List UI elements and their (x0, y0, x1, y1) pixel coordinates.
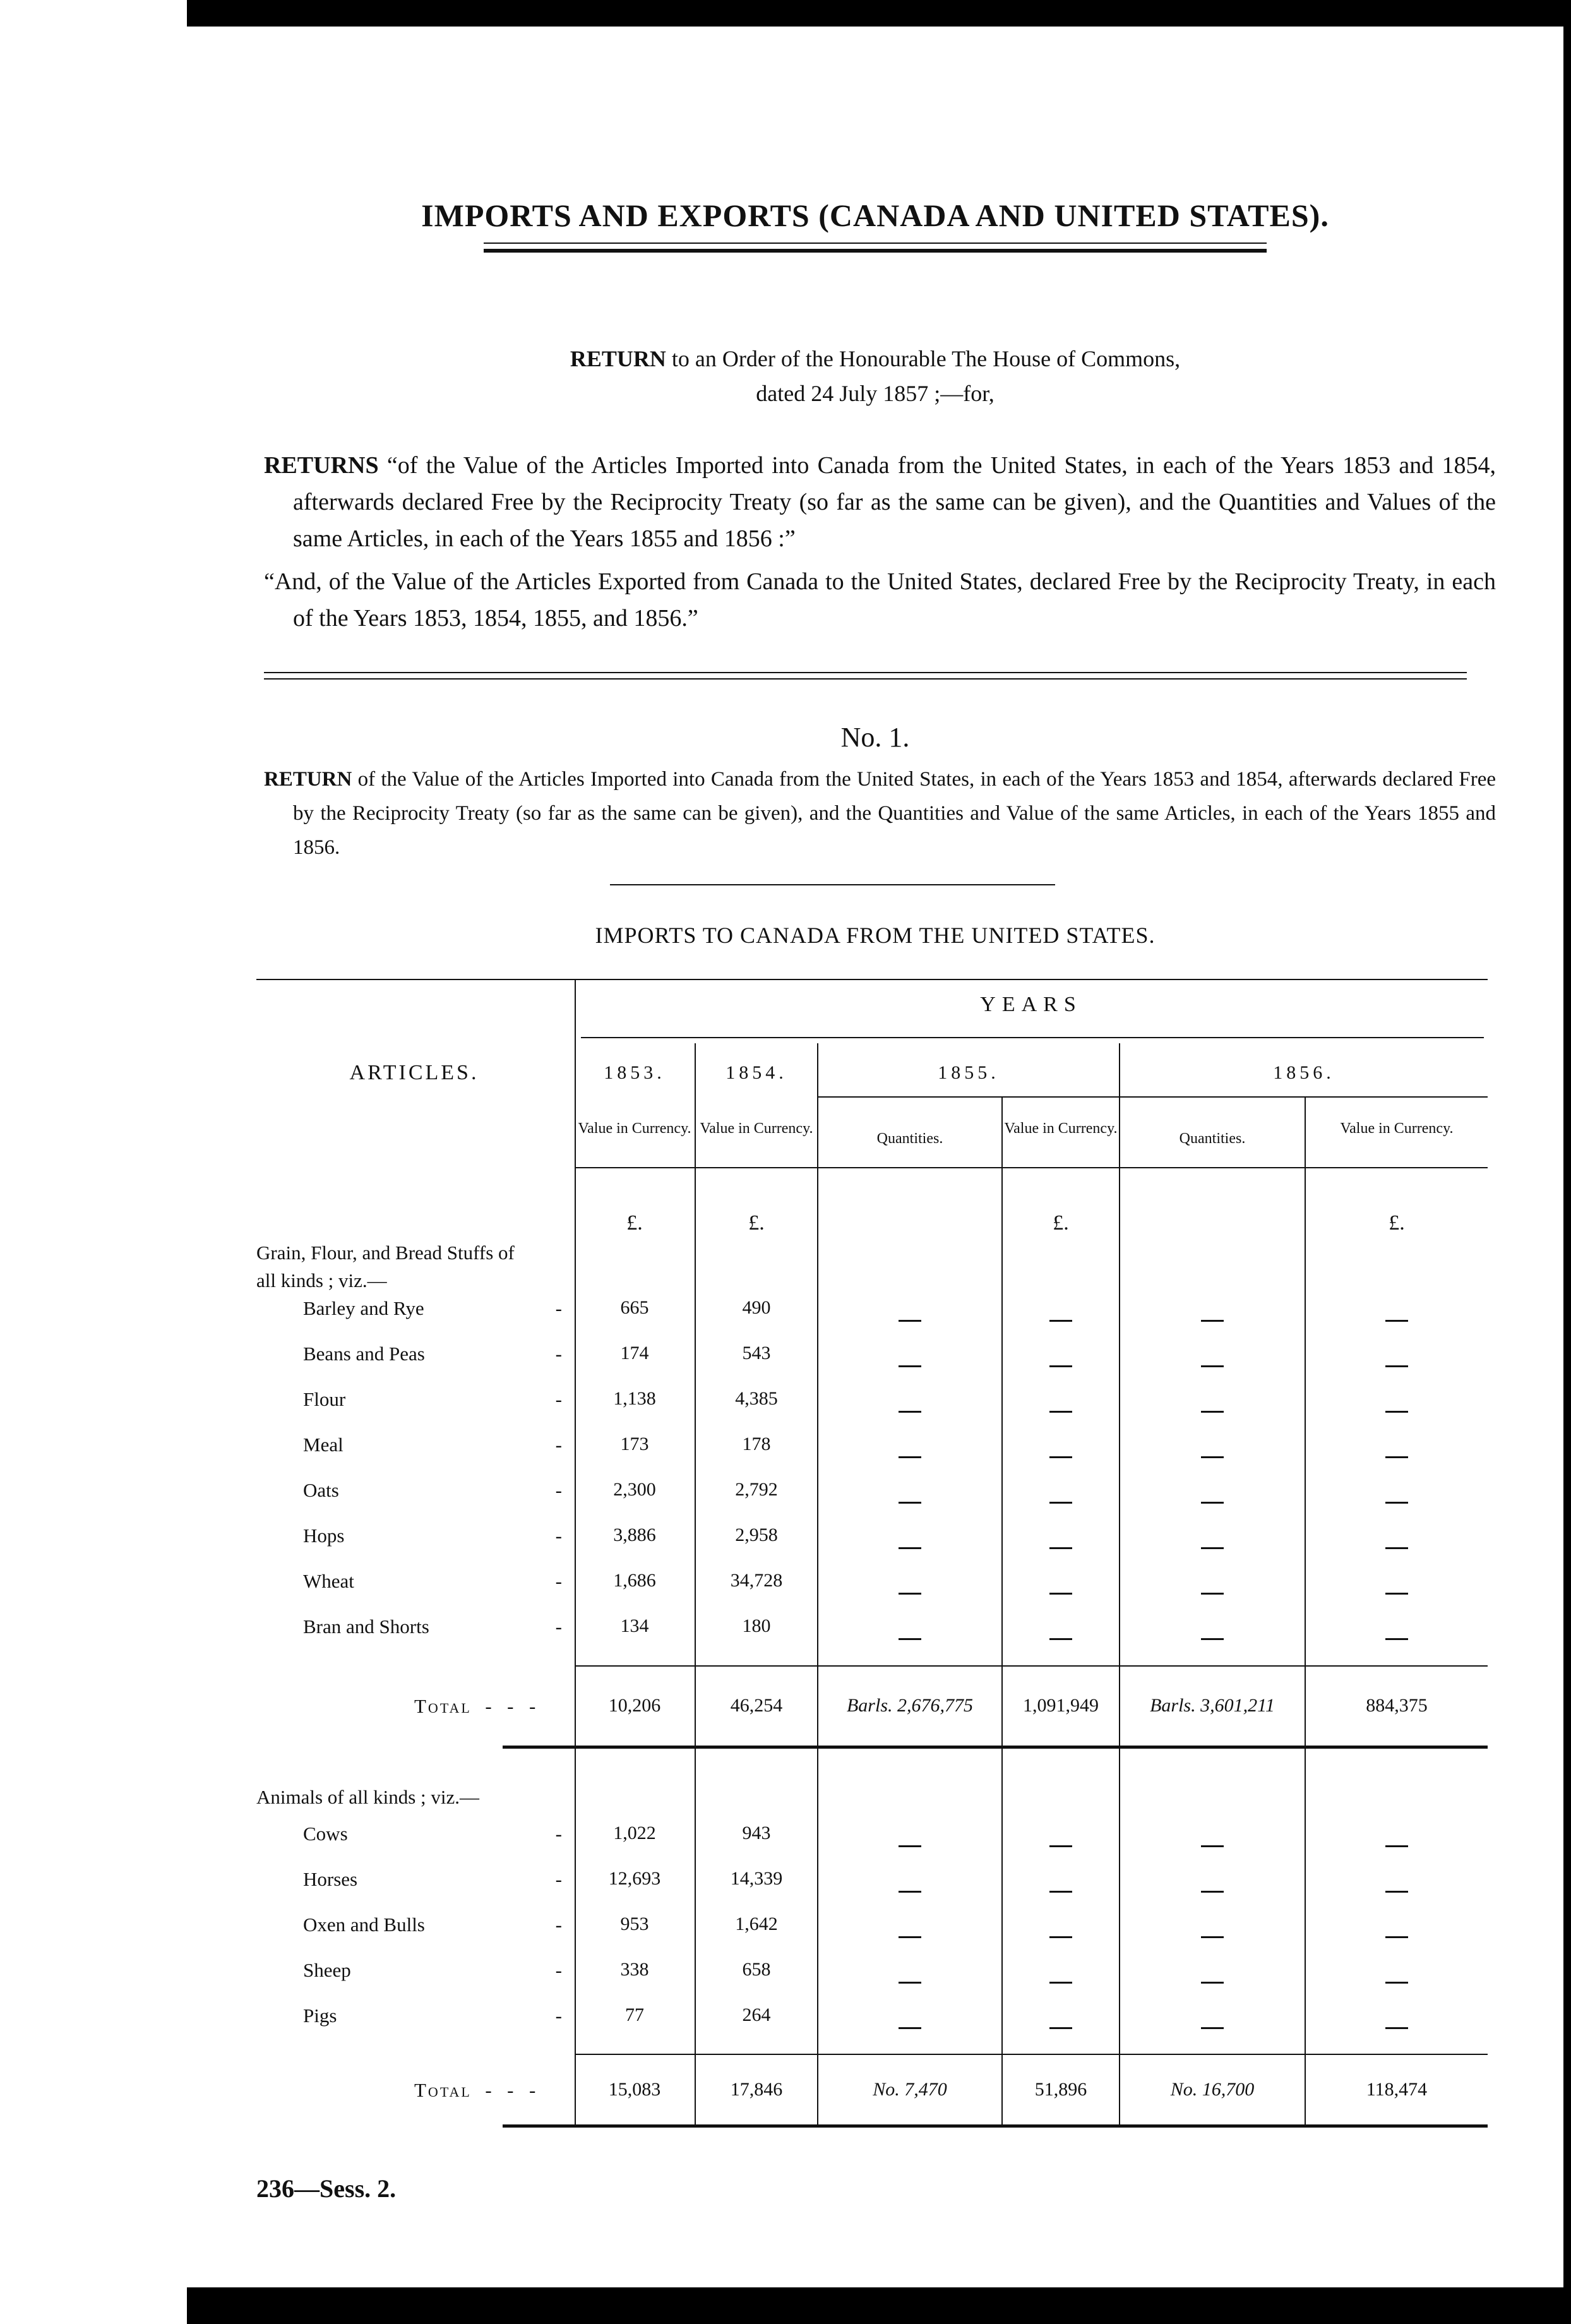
group1-row-value-1854: 34,728 (730, 1570, 783, 1591)
group1-row-dash (818, 1399, 1001, 1421)
group1-total-value-1855: 1,091,949 (1023, 1695, 1099, 1716)
group1-row-value-1854: 180 (742, 1615, 771, 1636)
group1-row-value-1854: 2,792 (735, 1479, 778, 1500)
group1-row-label: Wheat - (303, 1570, 562, 1592)
subheader-value-1856: Value in Currency. (1340, 1120, 1454, 1137)
years-brace (581, 1037, 1484, 1038)
group2-row-value-1854: 264 (742, 2004, 771, 2025)
subheader-rule (818, 1096, 1488, 1098)
group2-row-dash (1306, 1970, 1488, 1992)
and-paragraph: “And, of the Value of the Articles Exported from Canada to the United States, declared Free by the Reciprocity Treaty, in each of the Years 1853, 1854, 1855, and 1856.” (264, 568, 1496, 632)
group2-row-dash (1306, 1879, 1488, 1901)
group1-row-dash (1003, 1581, 1119, 1603)
return-number: No. 1. (840, 722, 910, 753)
group1-row-dash (1003, 1536, 1119, 1557)
group2-total-value-1855: 51,896 (1034, 2079, 1087, 2100)
group1-total-bottom-rule (503, 1746, 1488, 1749)
group1-row-dash (1120, 1536, 1305, 1557)
return-order-line2: dated 24 July 1857 ;—for, (756, 381, 995, 406)
group1-row-dash (1306, 1627, 1488, 1648)
group2-row-dash (1120, 2016, 1305, 2037)
group2-total-1853: 15,083 (608, 2079, 661, 2100)
group2-total-label: Total - - - (414, 2079, 538, 2101)
pound-1855: £. (1053, 1211, 1069, 1235)
group2-row-dash (818, 2016, 1001, 2037)
group2-row-dash (1003, 2016, 1119, 2037)
group2-row-value-1853: 12,693 (608, 1868, 661, 1889)
group2-row-dash (1120, 1925, 1305, 1946)
group2-row-dash (1003, 1834, 1119, 1855)
group2-row-label: Horses - (303, 1868, 562, 1890)
group2-row-label: Pigs - (303, 2004, 562, 2027)
group1-row-dash (1003, 1445, 1119, 1466)
group1-row-label: Oats - (303, 1479, 562, 1501)
group1-row-dash (1003, 1490, 1119, 1512)
years-header: YEARS (980, 993, 1082, 1016)
table-top-rule (256, 979, 1488, 980)
return-lead: RETURN (570, 346, 666, 371)
group1-row-value-1853: 2,300 (613, 1479, 656, 1500)
subheader-value-1855: Value in Currency. (1004, 1120, 1118, 1137)
subheader-value-1854: Value in Currency. (700, 1120, 813, 1137)
articles-header: ARTICLES. (349, 1061, 479, 1084)
group1-row-dash (1003, 1309, 1119, 1330)
group1-row-dash (1306, 1490, 1488, 1512)
group1-row-dash (1306, 1581, 1488, 1603)
group1-total-qty-1855: Barls. 2,676,775 (846, 1695, 973, 1716)
header-bottom-rule (575, 1167, 1488, 1168)
group2-row-dash (1120, 1834, 1305, 1855)
group2-row-dash (1120, 1970, 1305, 1992)
group1-row-value-1854: 4,385 (735, 1388, 778, 1409)
group1-row-dash (1306, 1536, 1488, 1557)
group2-row-value-1854: 658 (742, 1959, 771, 1980)
page-title: IMPORTS AND EXPORTS (CANADA AND UNITED STATES). (421, 198, 1329, 233)
group2-row-dash (1120, 1879, 1305, 1901)
group2-row-label: Sheep - (303, 1959, 562, 1981)
group1-total-top-rule (575, 1665, 1488, 1667)
group2-row-dash (1306, 1834, 1488, 1855)
group1-row-dash (818, 1445, 1001, 1466)
return-line1-text: to an Order of the Honourable The House of Commons, (671, 346, 1181, 371)
group1-row-value-1853: 134 (620, 1615, 649, 1636)
group2-row-dash (818, 1970, 1001, 1992)
group1-row-value-1854: 178 (742, 1434, 771, 1454)
group1-row-dash (1306, 1445, 1488, 1466)
group1-row-dash (1003, 1399, 1119, 1421)
group2-row-label: Oxen and Bulls - (303, 1914, 562, 1936)
no1-text: of the Value of the Articles Imported into Canada from the United States, in each of the Years 1853 and 1854, afterwards declared Free by the Reciprocity Treaty (so far as the same can be given), and the Quantities and Value of the same Articles, in each of the Years 1855 and 1856. (293, 768, 1496, 859)
year-1855: 1855. (938, 1062, 1000, 1083)
group1-total-value-1856: 884,375 (1366, 1695, 1428, 1716)
document-page (187, 27, 1563, 2287)
group2-row-value-1854: 1,642 (735, 1914, 778, 1934)
group1-row-dash (1120, 1309, 1305, 1330)
group2-row-dash (818, 1834, 1001, 1855)
group1-row-dash (1120, 1399, 1305, 1421)
group1-row-dash (818, 1536, 1001, 1557)
group1-row-label: Beans and Peas - (303, 1343, 562, 1365)
group2-row-value-1853: 338 (620, 1959, 649, 1980)
group1-row-label: Hops - (303, 1524, 562, 1547)
group1-row-value-1854: 543 (742, 1343, 771, 1363)
group1-row-value-1853: 3,886 (613, 1524, 656, 1545)
table-heading: IMPORTS TO CANADA FROM THE UNITED STATES. (595, 923, 1156, 948)
group1-row-dash (818, 1309, 1001, 1330)
group1-total-1854: 46,254 (730, 1695, 783, 1716)
group1-row-dash (1003, 1354, 1119, 1375)
group2-total-top-rule (575, 2054, 1488, 2055)
group1-row-label: Barley and Rye - (303, 1297, 562, 1319)
year-1854: 1854. (726, 1062, 787, 1083)
group1-row-value-1853: 1,138 (613, 1388, 656, 1409)
subheader-quantities-1855: Quantities. (876, 1130, 943, 1147)
articles-divider (575, 980, 576, 2126)
group1-row-dash (1120, 1354, 1305, 1375)
year-1856: 1856. (1273, 1062, 1335, 1083)
group1-row-dash (818, 1354, 1001, 1375)
group1-row-dash (1120, 1490, 1305, 1512)
group1-row-label: Bran and Shorts - (303, 1615, 562, 1638)
group1-row-value-1853: 1,686 (613, 1570, 656, 1591)
group2-row-value-1853: 77 (625, 2004, 644, 2025)
footer-session: 236—Sess. 2. (256, 2174, 397, 2203)
group2-row-value-1853: 1,022 (613, 1823, 656, 1843)
group2-total-value-1856: 118,474 (1366, 2079, 1428, 2100)
group1-row-label: Meal - (303, 1434, 562, 1456)
group2-row-dash (1003, 1925, 1119, 1946)
group1-row-dash (818, 1581, 1001, 1603)
group1-total-qty-1856: Barls. 3,601,211 (1150, 1695, 1275, 1716)
group1-title: Grain, Flour, and Bread Stuffs of all kinds ; viz.— (256, 1242, 515, 1291)
left-margin (0, 0, 187, 2324)
group1-row-value-1853: 173 (620, 1434, 649, 1454)
group1-row-dash (818, 1490, 1001, 1512)
group1-row-dash (1120, 1445, 1305, 1466)
group1-row-dash (1306, 1309, 1488, 1330)
group2-row-dash (818, 1879, 1001, 1901)
group1-row-dash (1120, 1627, 1305, 1648)
group2-row-value-1854: 943 (742, 1823, 771, 1843)
group2-title: Animals of all kinds ; viz.— (256, 1786, 480, 1808)
returns-text: “of the Value of the Articles Imported into Canada from the United States, in each of the Years 1853 and 1854, afterwards declared Free by the Reciprocity Treaty (so far as the same can be given), and the Quantities and Values of the same Articles, in each of the Years 1855 and 1856 :” (293, 452, 1496, 552)
group2-row-label: Cows - (303, 1823, 562, 1845)
pound-1854: £. (748, 1211, 765, 1235)
group1-row-value-1853: 174 (620, 1343, 649, 1363)
group1-row-value-1854: 490 (742, 1297, 771, 1318)
subheader-quantities-1856: Quantities. (1179, 1130, 1246, 1147)
group2-total-qty-1856: No. 16,700 (1170, 2079, 1255, 2100)
group2-row-dash (1003, 1970, 1119, 1992)
group1-row-dash (818, 1627, 1001, 1648)
group1-row-label: Flour - (303, 1388, 562, 1410)
group2-row-dash (1003, 1879, 1119, 1901)
group1-row-value-1853: 665 (620, 1297, 649, 1318)
group1-row-dash (1120, 1581, 1305, 1603)
group2-total-bottom-rule (503, 2124, 1488, 2128)
pound-1853: £. (626, 1211, 643, 1235)
group1-row-dash (1306, 1354, 1488, 1375)
group2-row-dash (818, 1925, 1001, 1946)
group1-total-label: Total - - - (414, 1695, 538, 1717)
group2-total-qty-1855: No. 7,470 (873, 2079, 947, 2100)
group2-row-value-1854: 14,339 (730, 1868, 783, 1889)
group2-row-dash (1306, 2016, 1488, 2037)
no1-lead: RETURN (264, 768, 352, 791)
subheader-value-1853: Value in Currency. (578, 1120, 691, 1137)
returns-lead: RETURNS (264, 452, 379, 479)
group2-row-value-1853: 953 (620, 1914, 649, 1934)
group1-total-1853: 10,206 (608, 1695, 661, 1716)
group1-row-dash (1003, 1627, 1119, 1648)
group1-row-dash (1306, 1399, 1488, 1421)
group1-row-value-1854: 2,958 (735, 1524, 778, 1545)
pound-1856: £. (1389, 1211, 1405, 1235)
imports-table (187, 27, 1563, 2287)
year-1853: 1853. (604, 1062, 666, 1083)
group2-row-dash (1306, 1925, 1488, 1946)
group2-total-1854: 17,846 (730, 2079, 783, 2100)
